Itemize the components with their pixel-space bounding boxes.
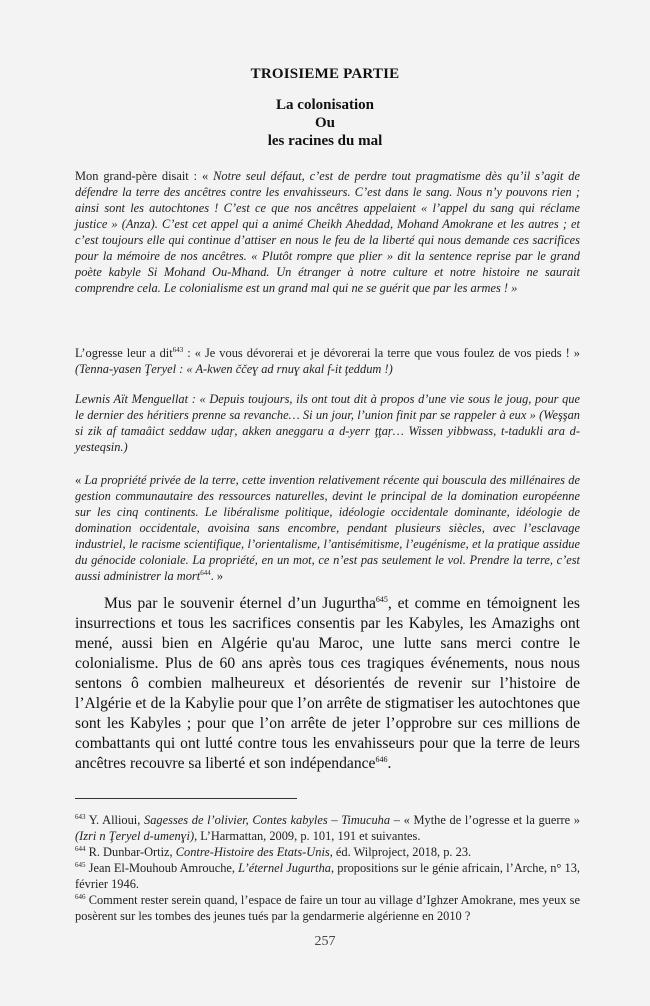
footnote-text: , propositions sur le génie africain, l’Arche, n° 13, février 1946.	[75, 861, 580, 891]
chapter-title-line-2: Ou	[314, 115, 335, 131]
footnote-text: , éd. Wilproject, 2018, p. 23.	[329, 845, 472, 859]
footnote-text: Jean El-Mouhoub Amrouche,	[85, 861, 239, 875]
chapter-title	[0, 96, 650, 150]
footnote-title: (Izri n Ţeryel d-umenɣi)	[75, 829, 195, 843]
body-paragraph	[75, 594, 580, 774]
body-text-1: Mus par le souvenir éternel d’un Jugurtha	[104, 595, 376, 612]
epigraph-lewnis	[75, 391, 580, 455]
footnote-645	[75, 860, 580, 892]
footnote-text: Y. Allioui,	[85, 813, 145, 827]
footnotes	[75, 812, 580, 924]
epigraph-lewnis-text: Lewnis Aït Menguellat : « Depuis toujours, ils ont tout dit à propos d’une vie sous le joug, pour que le dernier des héritiers prenne sa revanche… Si un jour, l’union finit par se rappeler à eux » (Weşşan si zik af tamaâict seddaw uḍaṛ, akken aneggaru a d-yerr ţţaṛ… Wissen yibbwass, t-tadukli ara d-yesteqsin.)	[75, 392, 580, 454]
epigraph-ogress-lead: L’ogresse leur a dit	[75, 346, 173, 360]
epigraph-property	[75, 472, 580, 584]
footnote-text: – « Mythe de l’ogresse et la guerre »	[390, 813, 580, 827]
footnote-ref-644[interactable]: 644	[200, 568, 211, 577]
footnote-separator	[75, 798, 297, 799]
epigraph-property-open: «	[75, 473, 85, 487]
chapter-title-line-3: les racines du mal	[267, 133, 383, 149]
footnote-title: Sagesses de l’olivier, Contes kabyles – Timucuha	[144, 813, 391, 827]
epigraph-ogress	[75, 345, 580, 377]
chapter-title-line-1: La colonisation	[276, 97, 374, 113]
footnote-text: Comment rester serein quand, l’espace de faire un tour au village d’Ighzer Amokrane, mes yeux se posèrent sur les tombes des jeunes tués par la gendarmerie algérienne en 2010 ?	[75, 893, 580, 923]
part-title: TROISIEME PARTIE	[250, 66, 400, 82]
epigraph-property-quote: La propriété privée de la terre, cette invention relativement récente qui bouscula des millénaires de gestion communautaire des ressources naturelles, devint le principal de la domination européenne sur les cinq continents. Le libéralisme politique, idéologie occidentale dominante, idéologie de domination occidentale, avoisina sans encombre, pendant plusieurs siècles, avec l’esclavage industriel, le racisme scientifique, l’orientalisme, l’antisémitisme, l’eugénisme, et la pratique assidue du génocide coloniale. La propriété, en un mot, ce n’est pas seulement le vol. Prendre la terre, c’est aussi administrer la mort	[75, 473, 580, 583]
footnote-number: 646	[75, 892, 86, 901]
footnote-number: 644	[75, 844, 86, 853]
footnote-646	[75, 892, 580, 924]
footnote-ref-643[interactable]: 643	[172, 345, 184, 354]
footnote-number: 643	[75, 812, 86, 821]
epigraph-property-close: . »	[210, 569, 224, 583]
epigraph-grandfather	[75, 168, 580, 296]
footnote-title: L’éternel Jugurtha	[238, 861, 332, 875]
epigraph-ogress-kabyle: (Tenna-yasen Ţeryel : « A-kwen ččeɣ ad rnuɣ akal f-it ţeddum !)	[75, 362, 393, 376]
footnote-644	[75, 844, 580, 860]
page-number: 257	[314, 934, 336, 949]
footnote-number: 645	[75, 860, 86, 869]
footnote-ref-645[interactable]: 645	[375, 594, 388, 604]
footnote-text: R. Dunbar-Ortiz,	[85, 845, 176, 859]
epigraph-grandfather-quote: Notre seul défaut, c’est de perdre tout pragmatisme dès qu’il s’agit de défendre la terre des ancêtres contre les envahisseurs. C’est dans le sang. Nous n’y pouvons rien ; ainsi sont les autochtones ! C’est ce que nos ancêtres appelaient « l’appel du sang qui réclame justice » (Anza). C’est cet appel qui a animé Cheikh Aheddad, Mohand Amokrane et les autres ; et c’est toujours elle qui continue d’attiser en nous le feu de la liberté qui nous demande ces sacrifices pour la mémoire de nos ancêtres. « Plutôt rompre que plier » dit la sentence reprise par le grand poète kabyle Si Mohand Ou-Mhand. Un étranger à notre culture et notre histoire ne saurait comprendre cela. Le colonialisme est un grand mal qui ne se guérit que par les armes ! »	[75, 169, 580, 295]
body-text-2: , et comme en témoignent les insurrections et tous les sacrifices consentis par les Kabyles, les Amazighs ont mené, aussi bien en Algérie qu'au Maroc, une lutte sans merci contre le colonialisme. Plus de 60 ans après tous ces tragiques événements, nous nous sentons ô combien malheureux et désorientés de revenir sur l’histoire de l’Algérie et de la Kabylie pour que l’on arrête de stigmatiser les autochtones que sont les Kabyles ; pour que l’on arrête de jeter l’opprobre sur ces millions de combattants qui ont lutté contre tous les envahisseurs pour que la terre de leurs ancêtres recouvre sa liberté et son indépendance	[75, 595, 580, 772]
footnote-text: , L’Harmattan, 2009, p. 101, 191 et suivantes.	[194, 829, 421, 843]
footnote-title: Contre-Histoire des Etats-Unis	[175, 845, 330, 859]
body-text-3: .	[387, 755, 392, 772]
footnote-ref-646[interactable]: 646	[375, 754, 388, 764]
epigraph-grandfather-lead: Mon grand-père disait : «	[75, 169, 214, 183]
footnote-643	[75, 812, 580, 844]
epigraph-ogress-text: : « Je vous dévorerai et je dévorerai la terre que vous foulez de vos pieds ! »	[183, 346, 580, 360]
